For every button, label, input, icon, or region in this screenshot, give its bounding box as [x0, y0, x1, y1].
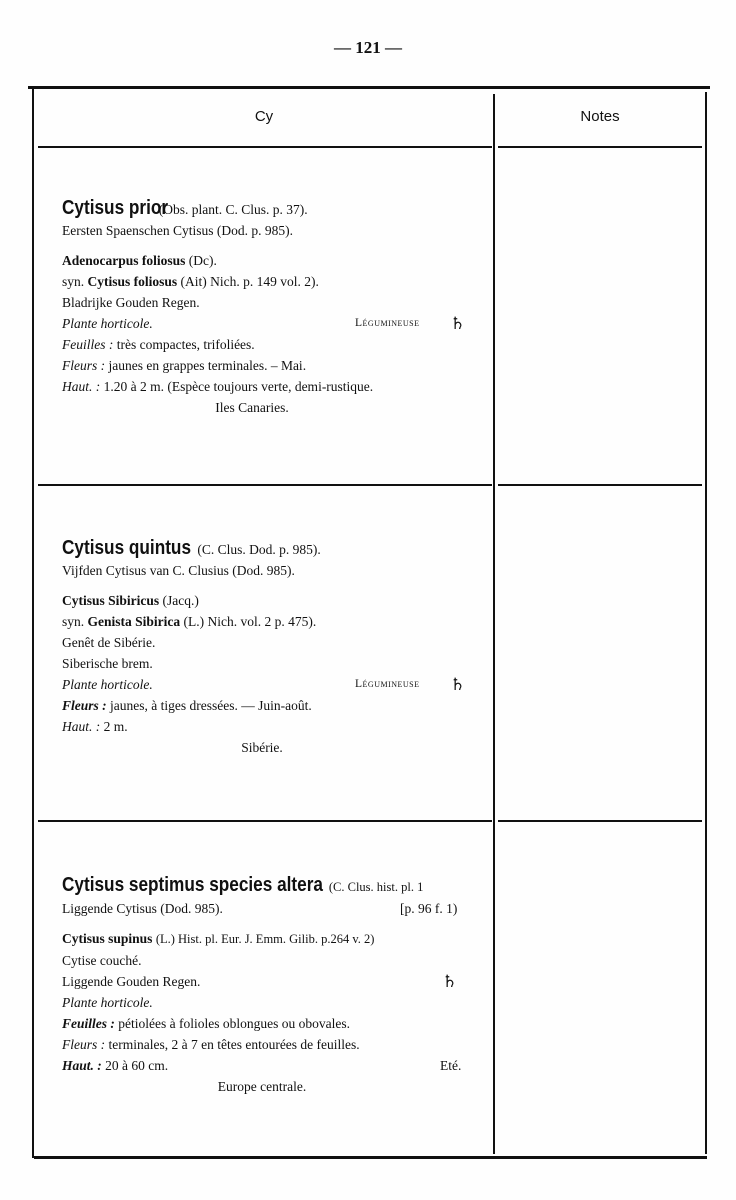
- plante-label: Plante horticole.: [62, 677, 153, 692]
- table-left-rule: [32, 88, 34, 1158]
- season: Eté.: [440, 1058, 462, 1073]
- plante-line: [62, 313, 492, 334]
- entry-synonym-line: [62, 928, 502, 950]
- feuilles-text: pétiolées à folioles oblongues ou obovales.: [118, 1016, 350, 1031]
- entry-vernacular-line: [62, 898, 502, 919]
- entry-title-line: [62, 875, 502, 898]
- entry-vernacular: Liggende Cytisus (Dod. 985).: [62, 901, 223, 916]
- synonym-author: (Dc).: [188, 253, 217, 268]
- common-name-2-line: [62, 971, 502, 992]
- family-label: Légumineuse: [355, 317, 420, 329]
- entry-cytisus-quintus: [62, 538, 492, 758]
- plante-line: [62, 674, 492, 695]
- haut-text: 2 m.: [103, 719, 128, 734]
- plante-label: Plante horticole.: [62, 316, 153, 331]
- synonym-name: Adenocarpus foliosus: [62, 253, 186, 268]
- origin: Sibérie.: [241, 740, 283, 755]
- entry-cytisus-septimus: [62, 875, 502, 1097]
- feuilles-label: Feuilles :: [62, 1016, 115, 1031]
- header-rule-right: [498, 146, 702, 148]
- table-top-rule: [28, 86, 710, 89]
- fleurs-text: jaunes en grappes terminales. – Mai.: [108, 358, 307, 373]
- shrub-symbol-icon: ♄: [450, 314, 466, 333]
- page-number: — 121 —: [334, 38, 402, 57]
- column-header-cy: Cy: [254, 108, 274, 125]
- plante-label: Plante horticole.: [62, 995, 153, 1010]
- common-name: Cytise couché.: [62, 953, 142, 968]
- entry-title: Cytisus septimus species altera: [62, 874, 323, 896]
- synonym-author: (L.) Hist. pl. Eur. J. Emm. Gilib. p.264 v. 2): [155, 932, 375, 946]
- common-name: Genêt de Sibérie.: [62, 635, 156, 650]
- synonym2-ref: (Ait) Nich. p. 149 vol. 2).: [180, 274, 319, 289]
- synonym-name: Cytisus supinus: [62, 931, 153, 946]
- feuilles-line: [62, 334, 492, 355]
- fleurs-label: Fleurs :: [62, 358, 106, 373]
- table-right-rule: [705, 92, 707, 1154]
- entry-separator-1-left: [38, 484, 492, 486]
- fleurs-line: [62, 695, 492, 716]
- entry-title: Cytisus prior: [62, 197, 169, 219]
- synonym-name: Cytisus Sibiricus: [62, 593, 160, 608]
- family-label: Légumineuse: [355, 678, 420, 690]
- feuilles-line: [62, 1013, 502, 1034]
- fleurs-text: terminales, 2 à 7 en têtes entourées de feuilles.: [108, 1037, 360, 1052]
- feuilles-text: très compactes, trifoliées.: [116, 337, 255, 352]
- fleurs-line: [62, 1034, 502, 1055]
- entry-vernacular-ref: [p. 96 f. 1): [400, 901, 458, 916]
- entry-title-line: [62, 538, 492, 560]
- haut-text: 1.20 à 2 m. (Espèce toujours verte, demi-rustique.: [103, 379, 374, 394]
- fleurs-text: jaunes, à tiges dressées. — Juin-août.: [110, 698, 312, 713]
- entry-synonym2-line: [62, 271, 492, 292]
- entry-title: Cytisus quintus: [62, 537, 192, 559]
- column-header-notes: Notes: [580, 108, 620, 125]
- entry-title-ref: (C. Clus. Dod. p. 985).: [197, 542, 321, 557]
- haut-line: [62, 376, 492, 397]
- haut-label: Haut. :: [62, 379, 101, 394]
- origin: Iles Canaries.: [215, 400, 289, 415]
- entry-synonym-line: [62, 590, 492, 611]
- entry-title-line: [62, 198, 492, 220]
- synonym-author: (Jacq.): [162, 593, 199, 608]
- syn-prefix: syn.: [62, 614, 85, 629]
- shrub-symbol-icon: ♄: [450, 675, 466, 694]
- header-rule-left: [38, 146, 492, 148]
- haut-line: [62, 1055, 502, 1076]
- haut-text: 20 à 60 cm.: [105, 1058, 169, 1073]
- shrub-symbol-icon: ♄: [442, 972, 458, 991]
- common-name-2: Liggende Gouden Regen.: [62, 974, 201, 989]
- syn-prefix: syn.: [62, 274, 85, 289]
- entry-vernacular: Eersten Spaenschen Cytisus (Dod. p. 985).: [62, 223, 293, 238]
- entry-separator-1-right: [498, 484, 702, 486]
- common-name-2: Siberische brem.: [62, 656, 153, 671]
- fleurs-label: Fleurs :: [62, 698, 107, 713]
- entry-synonym-line: [62, 250, 492, 271]
- entry-vernacular: Vijfden Cytisus van C. Clusius (Dod. 985).: [62, 563, 295, 578]
- haut-line: [62, 716, 492, 737]
- haut-label: Haut. :: [62, 719, 101, 734]
- fleurs-line: [62, 355, 492, 376]
- synonym2-name: Genista Sibirica: [87, 614, 181, 629]
- entry-separator-2-left: [38, 820, 492, 822]
- entry-title-ref: (C. Clus. hist. pl. 1: [328, 880, 424, 894]
- synonym2-ref: (L.) Nich. vol. 2 p. 475).: [183, 614, 317, 629]
- entry-separator-2-right: [498, 820, 702, 822]
- entry-title-ref: (Obs. plant. C. Clus. p. 37).: [158, 202, 308, 217]
- entry-cytisus-prior: [62, 198, 492, 418]
- synonym2-name: Cytisus foliosus: [87, 274, 178, 289]
- common-name: Bladrijke Gouden Regen.: [62, 295, 200, 310]
- fleurs-label: Fleurs :: [62, 1037, 106, 1052]
- entry-synonym2-line: [62, 611, 492, 632]
- origin: Europe centrale.: [217, 1079, 307, 1094]
- haut-label: Haut. :: [62, 1058, 102, 1073]
- table-bottom-rule: [34, 1156, 707, 1159]
- feuilles-label: Feuilles :: [62, 337, 114, 352]
